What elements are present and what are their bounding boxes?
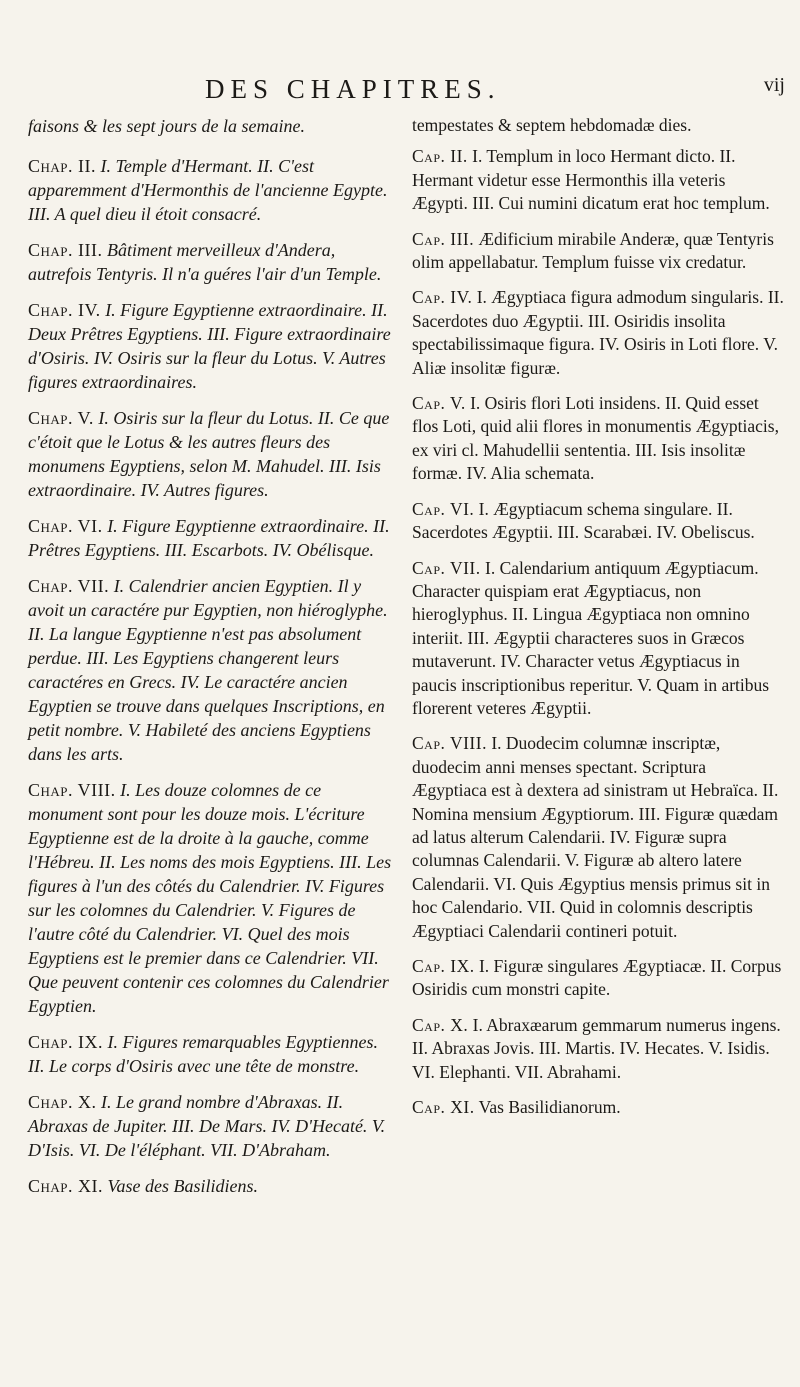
latin-chapter-entry	[412, 498, 784, 545]
latin-chapter-text: Ædificium mirabile Anderæ, quæ Tentyris olim appellabatur. Templum fuisse vix credatur.	[412, 228, 774, 273]
french-chapter-text: I. Les douze colomnes de ce monument sont pour les douze mois. L'écriture Egyptienne est de la droite à la gauche, comme l'Hébreu. II. Les noms des mois Egyptiens. III. Les figures à l'un des côtés du Calendrier. IV. Figures sur les colomnes du Calendrier. V. Figures de l'autre côté du Calendrier. VI. Quel des mois Egyptiens est le premier dans ce Calendrier. VII. Que peuvent contenir ces colomnes du Calendrier Egyptien.	[28, 780, 392, 1016]
french-chapter-entry	[28, 238, 396, 286]
french-chapter-text: I. Figures remarquables Egyptiennes. II. Le corps d'Osiris avec une tête de monstre.	[28, 1032, 378, 1076]
french-chapter-label: Chap. II.	[28, 156, 97, 176]
latin-chapter-entry	[412, 286, 784, 380]
latin-chapter-text: I. Calendarium antiquum Ægyptiacum. Character quispiam erat Ægyptiacus, non hieroglyphus. II. Lingua Ægyptiaca non omnino interiit. III. Ægyptii characteres suos in Græcos mutaverunt. IV. Character vetus Ægyptiacus in paucis inscriptionibus reperitur. V. Quam in artibus florerent veteres Ægyptii.	[412, 557, 770, 718]
french-chapter-label: Chap. VI.	[28, 516, 103, 536]
french-chapter-label: Chap. III.	[28, 240, 103, 260]
latin-chapter-label: Cap. X.	[412, 1014, 469, 1035]
running-header	[205, 74, 785, 105]
french-chapter-text: Bâtiment merveilleux d'Andera, autrefois Tentyris. Il n'a guéres l'air d'un Temple.	[28, 240, 382, 284]
latin-chapter-entry	[412, 557, 784, 721]
latin-chapter-text: Vas Basilidianorum.	[478, 1097, 621, 1118]
latin-chapter-label: Cap. XI.	[412, 1097, 475, 1118]
french-chapter-entry	[28, 1174, 396, 1198]
latin-chapter-label: Cap. II.	[412, 146, 468, 167]
french-intro: faisons & les sept jours de la semaine.	[28, 116, 305, 136]
french-column	[28, 114, 396, 1210]
page-number: vij	[763, 74, 785, 96]
french-chapter-entry	[28, 574, 396, 766]
latin-chapter-entry	[412, 228, 784, 275]
header-title: DES CHAPITRES.	[205, 74, 501, 104]
french-chapter-text: Vase des Basilidiens.	[107, 1176, 259, 1196]
latin-chapter-label: Cap. III.	[412, 228, 475, 249]
latin-intro: tempestates & septem hebdomadæ dies.	[412, 115, 692, 135]
french-chapter-label: Chap. IV.	[28, 300, 101, 320]
latin-chapter-label: Cap. IV.	[412, 287, 473, 308]
french-chapter-entry	[28, 154, 396, 226]
french-chapter-label: Chap. V.	[28, 408, 94, 428]
french-chapter-label: Chap. IX.	[28, 1032, 104, 1052]
latin-chapter-entry	[412, 732, 784, 943]
french-chapter-entry	[28, 406, 396, 502]
latin-chapter-label: Cap. IX.	[412, 956, 475, 976]
french-chapter-label: Chap. X.	[28, 1092, 97, 1112]
latin-chapter-text: I. Templum in loco Hermant dicto. II. Hermant videtur esse Hermonthis illa veteris Ægypti. III. Cui numini dicatum erat hoc templum.	[412, 146, 770, 214]
latin-chapter-entry	[412, 145, 784, 215]
french-chapter-entry	[28, 298, 396, 394]
french-chapter-label: Chap. VII.	[28, 576, 110, 596]
latin-chapter-text: I. Ægyptiaca figura admodum singularis. II. Sacerdotes duo Ægyptii. III. Osiridis insolita spectabilissimaque figura. IV. Osiris in Loti flore. V. Aliæ insolitæ figuræ.	[412, 287, 784, 378]
french-chapter-text: I. Le grand nombre d'Abraxas. II. Abraxas de Jupiter. III. De Mars. IV. D'Hecaté. V. D'Isis. VI. De l'éléphant. VII. D'Abraham.	[28, 1092, 386, 1160]
latin-chapter-text: I. Osiris flori Loti insidens. II. Quid esset flos Loti, quid alii flores in monumentis Ægyptiacis, ex viri cl. Mahudellii sententia. III. Isis insolitæ formæ. IV. Alia schemata.	[412, 393, 779, 484]
latin-chapter-text: I. Ægyptiacum schema singulare. II. Sacerdotes Ægyptii. III. Scarabæi. IV. Obeliscus.	[412, 498, 755, 543]
latin-chapter-label: Cap. VI.	[412, 498, 475, 519]
french-chapter-label: Chap. XI.	[28, 1176, 104, 1196]
latin-chapter-label: Cap. V.	[412, 393, 466, 414]
latin-chapter-label: Cap. VIII.	[412, 733, 487, 754]
french-chapter-text: I. Osiris sur la fleur du Lotus. II. Ce que c'étoit que le Lotus & les autres fleurs des monumens Egyptiens, selon M. Mahudel. III. Isis extraordinaire. IV. Autres figures.	[28, 408, 390, 500]
french-chapter-entry	[28, 1090, 396, 1162]
french-chapter-text: I. Calendrier ancien Egyptien. Il y avoit un caractére pur Egyptien, non hiéroglyphe. II. La langue Egyptienne n'est pas absolument perdue. III. Les Egyptiens changerent leurs caractéres en Grecs. IV. Le caractére ancien Egyptien se trouve dans quelques Inscriptions, en petit nombre. V. Habileté des anciens Egyptiens dans les arts.	[28, 576, 388, 764]
french-chapter-entry	[28, 778, 396, 1018]
french-chapter-text: I. Figure Egyptienne extraordinaire. II. Prêtres Egyptiens. III. Escarbots. IV. Obélisque.	[28, 516, 390, 560]
latin-chapter-entry	[412, 955, 784, 1002]
french-chapter-label: Chap. VIII.	[28, 780, 116, 800]
latin-chapter-label: Cap. VII.	[412, 557, 481, 578]
french-chapter-entry	[28, 514, 396, 562]
latin-chapter-text: I. Abraxæarum gemmarum numerus ingens. II. Abraxas Jovis. III. Martis. IV. Hecates. V. Isidis. VI. Elephanti. VII. Abrahami.	[412, 1014, 781, 1082]
latin-chapter-text: I. Duodecim columnæ inscriptæ, duodecim anni menses spectant. Scriptura Ægyptiaca est à dextera ad sinistram ut Hebraïca. II. Nomina mensium Ægyptiorum. III. Figuræ quædam ad latus alterum Calendarii. IV. Figuræ supra columnas Calendarii. V. Figuræ ab altero latere Calendarii. VI. Quis Ægyptius mensis primus sit in hoc Calendario. VII. Quid in colomnis descriptis Ægyptiaci Calendarii contineri potuit.	[412, 733, 779, 941]
french-chapter-text: I. Temple d'Hermant. II. C'est apparemment d'Hermonthis de l'ancienne Egypte. III. A quel dieu il étoit consacré.	[28, 156, 388, 224]
french-chapter-text: I. Figure Egyptienne extraordinaire. II. Deux Prêtres Egyptiens. III. Figure extraordinaire d'Osiris. IV. Osiris sur la fleur du Lotus. V. Autres figures extraordinaires.	[28, 300, 391, 392]
french-chapter-entry	[28, 1030, 396, 1078]
latin-chapter-text: I. Figuræ singulares Ægyptiacæ. II. Corpus Osiridis cum monstri capite.	[412, 956, 782, 1000]
latin-chapter-entry	[412, 1014, 784, 1084]
latin-chapter-entry	[412, 1096, 784, 1119]
latin-chapter-entry	[412, 392, 784, 486]
latin-column	[412, 114, 784, 1131]
